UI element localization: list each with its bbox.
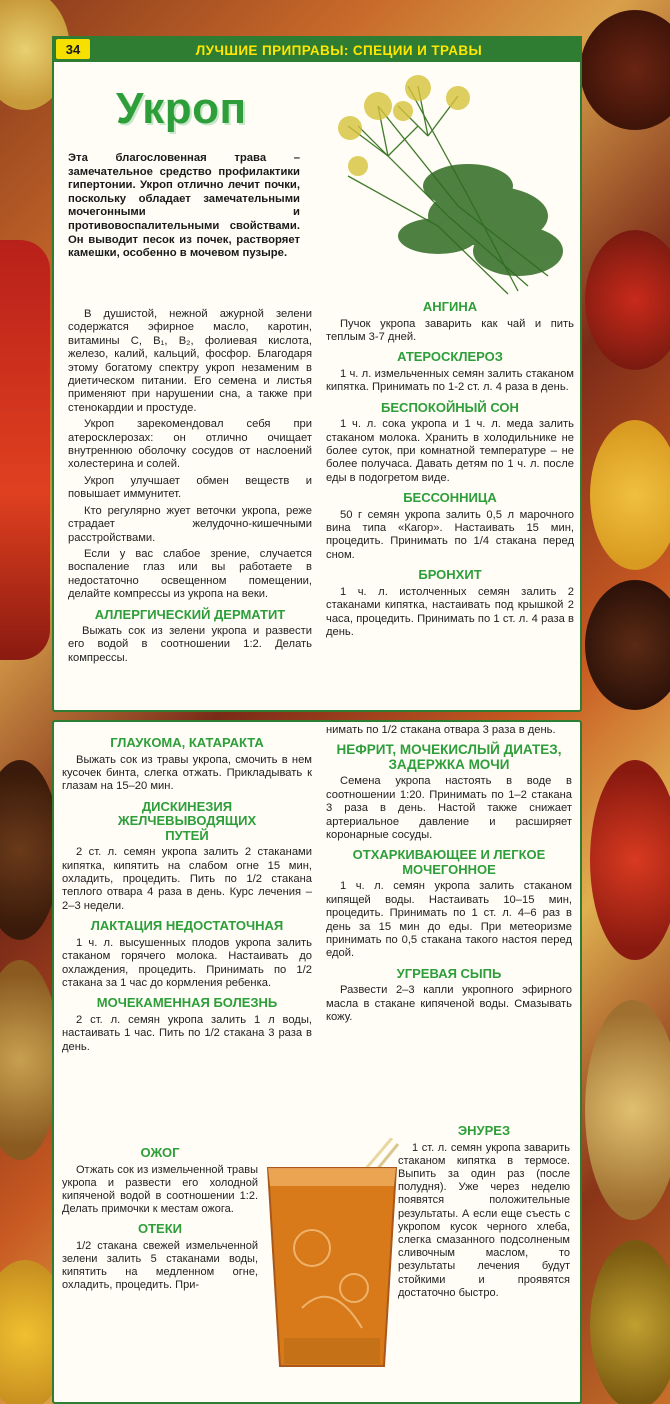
intro-paragraph: Укроп зарекомендовал себя при атеросклерозах: он отлично очищает внутреннюю оболочку сосудов от наслоений холестерина и солей.	[68, 418, 312, 471]
section-title: ЛУЧШИЕ ПРИПРАВЫ: СПЕЦИИ И ТРАВЫ	[195, 42, 483, 58]
remedy-text: 1 ч. л. истолченных семян залить 2 стаканами кипятка, настаивать под крышкой 2 часа, процедить. Принимать по 1 ст. л. 4 раза в день.	[326, 585, 574, 638]
remedies-page2-left	[62, 730, 312, 1056]
intro-paragraph: В душистой, нежной ажурной зелени содержатся эфирное масло, каротин, витамины С, В₁, В₂, фолиевая кислота, железо, калий, кальций, фосфор. Благодаря этому богатому спектру укроп незаменим в диетическом питании. Его семена и листья применяют при нарушении сна, а также при стенокардии и простуде.	[68, 308, 312, 414]
remedy-title: БЕССОННИЦА	[403, 490, 497, 506]
remedy-title: ОТЕКИ	[137, 1221, 182, 1237]
remedy-text: 1 ч. л. высушенных плодов укропа залить стаканом горячего молока. Настаивать до охлаждения, процедить. Принимать по 1/2 стакана за 1 час до кормления ребенка.	[62, 936, 312, 989]
remedies-page2-left-bottom	[62, 1140, 258, 1295]
article-title: Укроп	[116, 84, 247, 133]
remedy-text: 1 ст. л. семян укропа заварить стаканом кипятка в термосе. Выпить за один раз (после полудня). Уже через неделю появятся положительные результаты. А если еще съесть с укропом кусок черного хлеба, слегка смазанного подсолненым сливочным маслом, то результаты лечения будут стойкими и проявятся достаточно быстро.	[398, 1141, 570, 1299]
intro-text	[68, 308, 312, 667]
intro-paragraph: Кто регулярно жует веточки укропа, реже страдает желудочно-кишечными расстройствами.	[68, 504, 312, 544]
remedy-title: АТЕРОСКЛЕРОЗ	[397, 349, 503, 365]
remedy-enuresis	[398, 1118, 570, 1302]
intro-paragraph: Если у вас слабое зрение, случается воспаление глаз или вы работаете в недостаточно освещенном помещении, делайте компрессы из укропа на веки.	[68, 547, 312, 601]
remedy-text: 1/2 стакана свежей измельченной зелени залить 5 стаканами воды, кипятить на медленном огне, охладить, процедить. При-	[62, 1239, 258, 1292]
remedy-text: 50 г семян укропа залить 0,5 л марочного вина типа «Кагор». Настаивать 15 мин, процедить. Принимать по 1/4 стакана перед сном.	[326, 508, 574, 561]
article-lead: Эта благословенная трава – замечательное средство профилактики гипертонии. Укроп отлично лечит почки, поскольку обладает замечательными мочегонными и противовоспалительными свойствами. Он выводит песок из почек, растворяет камешки, особенно в мочевом пузыре.	[68, 152, 300, 260]
remedy-title: МОЧЕКАМЕННАЯ БОЛЕЗНЬ	[96, 995, 278, 1011]
remedy-text: Семена укропа настоять в воде в соотношении 1:20. Принимать по 1–2 стакана 3 раза в день. Настой также снижает артериальное давление и расширяет коронарные сосуды.	[326, 775, 572, 842]
page-number-badge: 34	[56, 39, 90, 59]
remedies-page1-right	[326, 294, 574, 641]
remedy-title: НЕФРИТ, МОЧЕКИСЛЫЙ ДИАТЕЗ, ЗАДЕРЖКА МОЧИ	[336, 742, 562, 772]
intro-paragraph: Укроп улучшает обмен веществ и повышает иммунитет.	[68, 474, 312, 501]
remedy-title: АЛЛЕРГИЧЕСКИЙ ДЕРМАТИТ	[94, 606, 286, 622]
remedy-title: ОТХАРКИВАЮЩЕЕ И ЛЕГКОЕ МОЧЕГОННОЕ	[352, 847, 546, 877]
continuation-text: нимать по 1/2 стакана отвара 3 раза в день.	[326, 724, 556, 736]
remedy-text: 1 ч. л. семян укропа залить стаканом кипящей воды. Настаивать 10–15 мин, процедить. Принимать по 1 ст. л. 4–6 раз в день за 15 мин до еды. При метеоризме принимать по 0,5 стакана такого настоя перед едой.	[326, 880, 572, 960]
glass-icon	[262, 1138, 402, 1373]
remedy-title: БРОНХИТ	[418, 567, 482, 583]
remedy-text: 2 ст. л. семян укропа залить 1 л воды, настаивать 1 час. Пить по 1/2 стакана 3 раза в день.	[62, 1013, 312, 1053]
remedy-text: Отжать сок из измельченной травы укропа и развести его холодной кипяченой водой в соотношении 1:2. Делать примочки к местам ожога.	[62, 1163, 258, 1216]
remedy-text: 1 ч. л. сока укропа и 1 ч. л. меда залить стаканом молока. Хранить в холодильнике не более суток, при комнатной температуре – не более получаса. Давать детям по 1 ч. л. после еды в подогретом виде.	[326, 418, 574, 484]
remedy-title: ЛАКТАЦИЯ НЕДОСТАТОЧНАЯ	[90, 918, 284, 934]
remedy-text: Выжать сок из зелени укропа и развести его водой в соотношении 1:2. Делать компрессы.	[68, 625, 312, 664]
remedies-page2-right	[326, 724, 572, 1027]
dill-icon	[318, 66, 580, 302]
remedy-title: ЭНУРЕЗ	[457, 1123, 511, 1138]
remedy-text: 1 ч. л. измельченных семян залить стаканом кипятка. Принимать по 1-2 ст. л. 4 раза в день.	[326, 367, 574, 394]
remedy-title: АНГИНА	[422, 299, 478, 314]
remedy-text: Пучок укропа заварить как чай и пить теплым 3-7 дней.	[326, 317, 574, 343]
remedy-title: БЕСПОКОЙНЫЙ СОН	[381, 399, 519, 415]
remedy-title: ГЛАУКОМА, КАТАРАКТА	[110, 735, 264, 750]
remedy-text: 2 ст. л. семян укропа залить 2 стаканами кипятка, кипятить на слабом огне 15 мин, охладить, процедить. Пить по 1/2 стакана теплого отвара 4 раза в день. Курс лечения – 2–3 недели.	[62, 846, 312, 912]
remedy-text: Выжать сок из травы укропа, смочить в нем кусочек бинта, слегка отжать. Прикладывать к глазам на 15–20 мин.	[62, 753, 312, 793]
remedy-title: ДИСКИНЕЗИЯ ЖЕЛЧЕВЫВОДЯЩИХ ПУТЕЙ	[117, 798, 257, 843]
remedy-title: ОЖОГ	[140, 1145, 180, 1160]
remedy-title: УГРЕВАЯ СЫПЬ	[396, 965, 502, 981]
remedy-text: Развести 2–3 капли укропного эфирного масла в стакане кипяченой воды. Смазывать кожу.	[326, 984, 572, 1024]
